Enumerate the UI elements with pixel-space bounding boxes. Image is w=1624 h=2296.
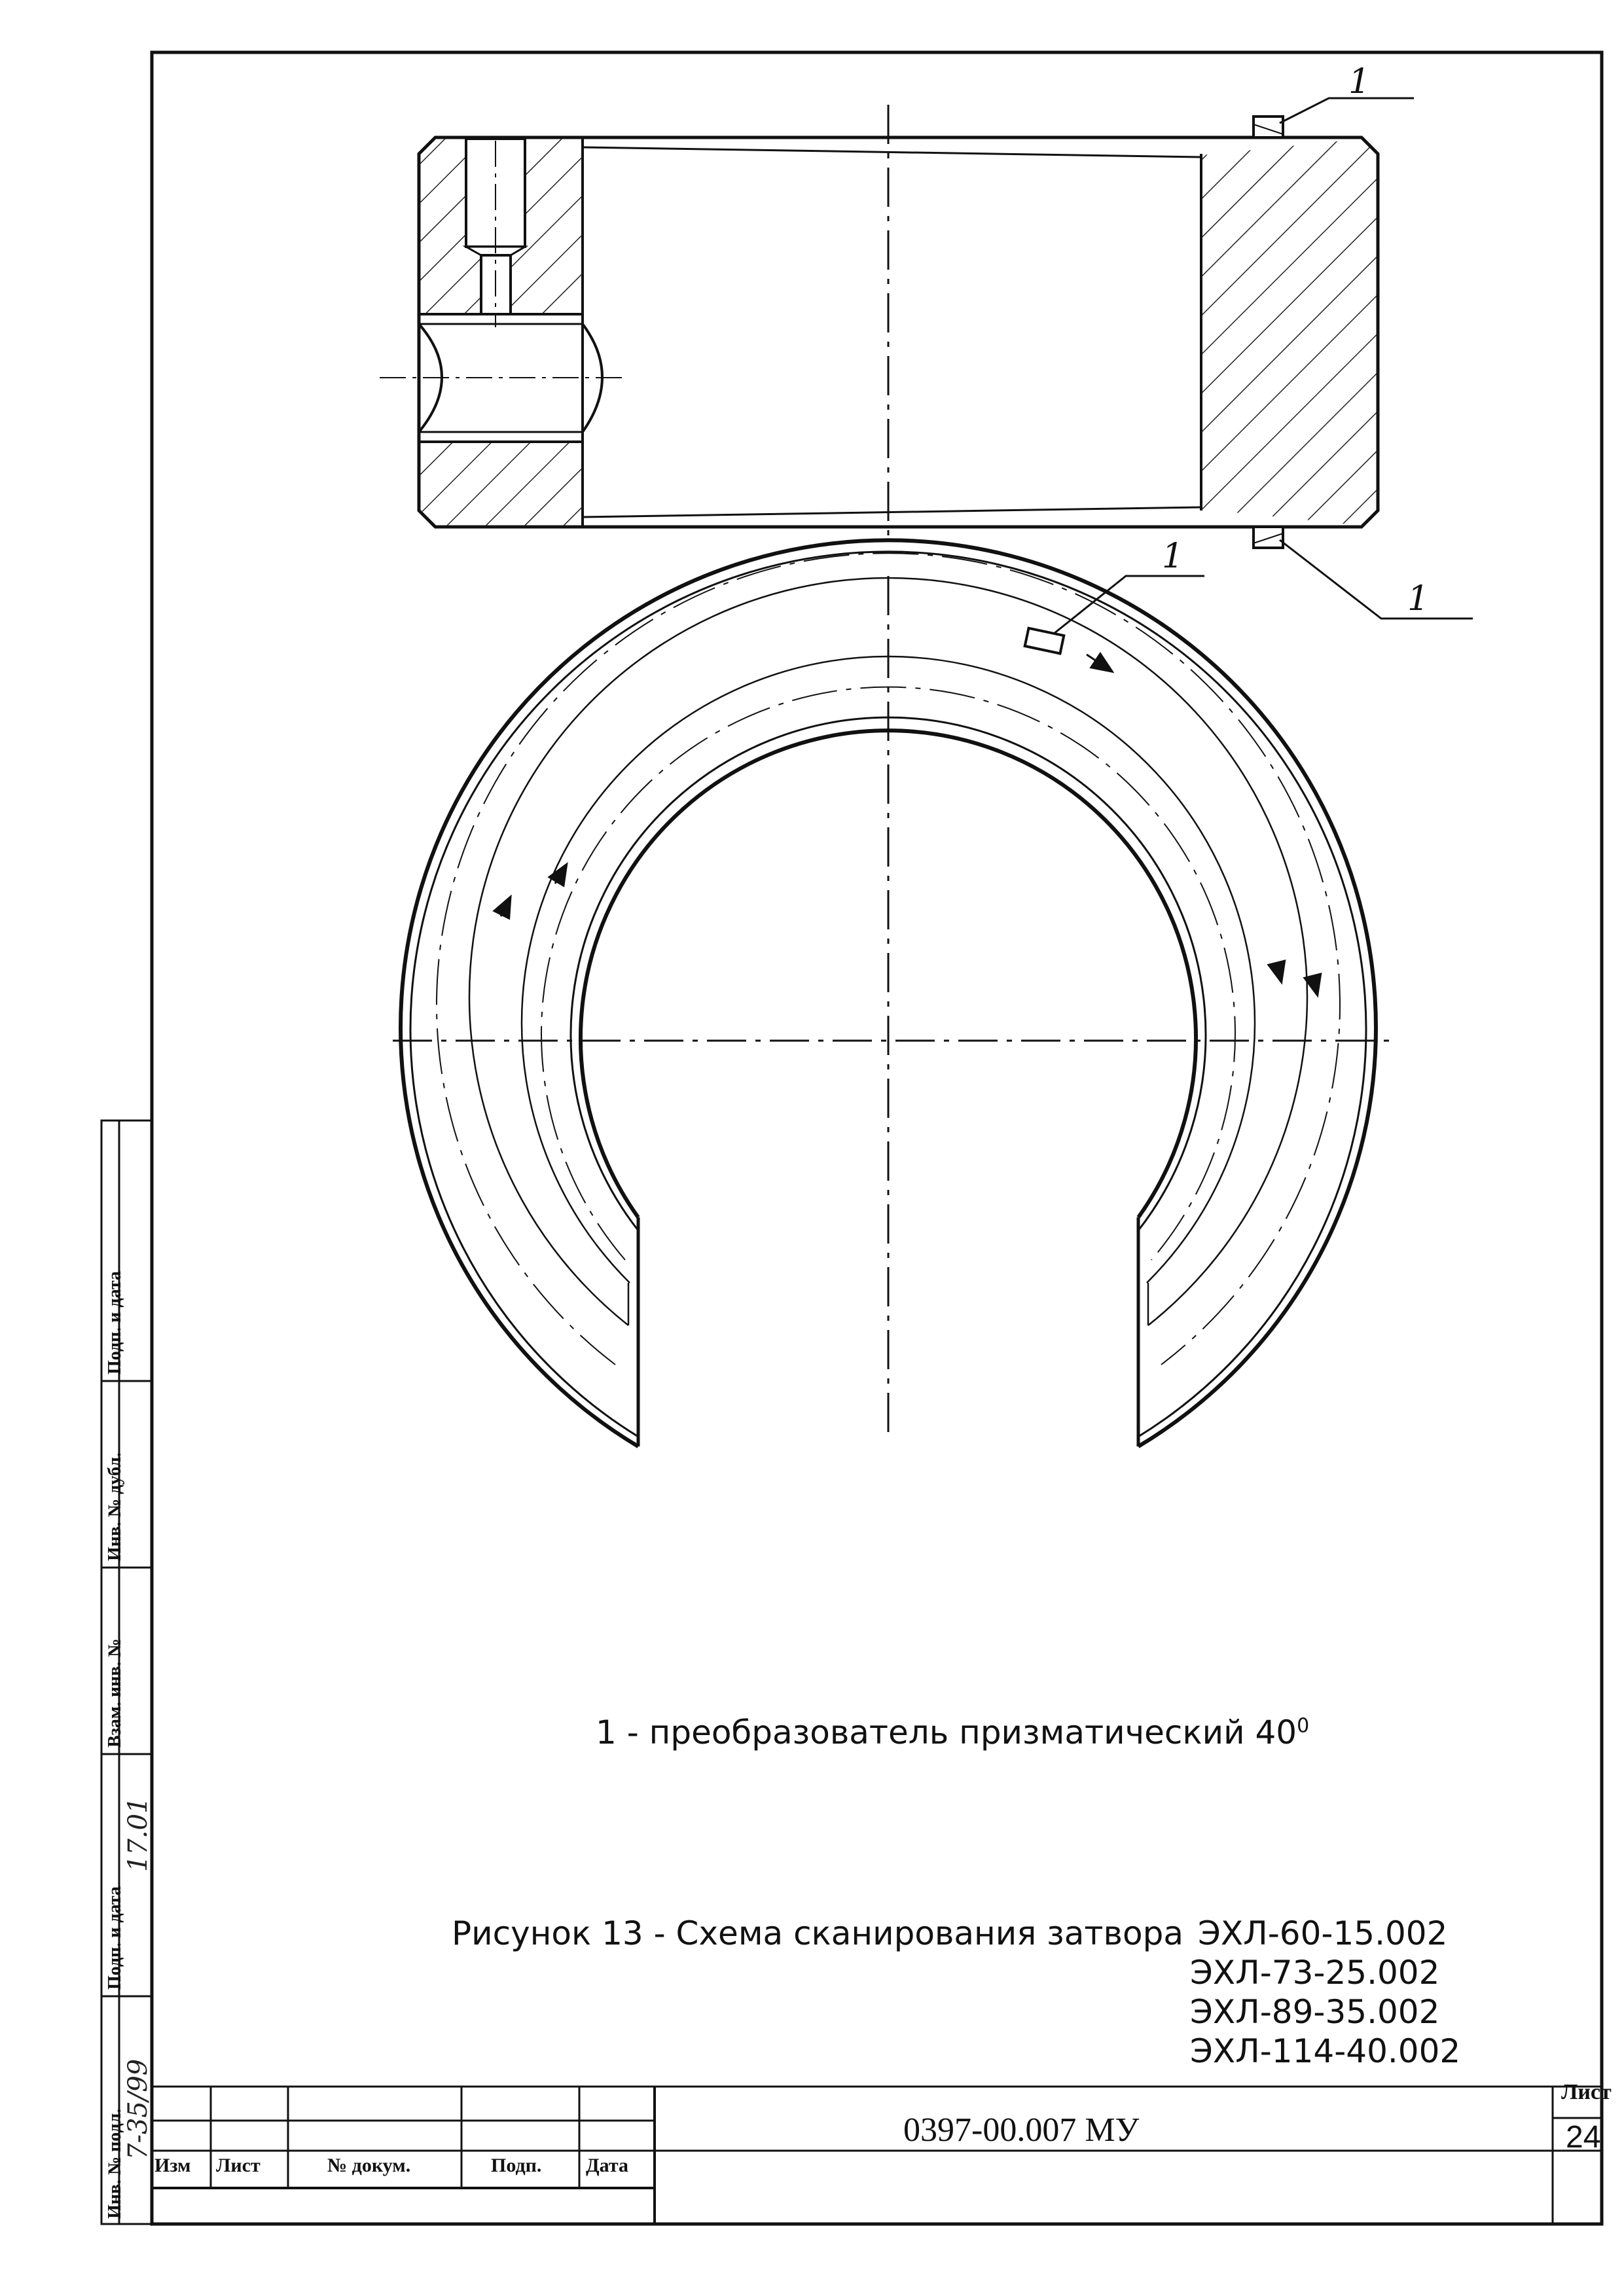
callout-label-top: 1: [1348, 62, 1371, 101]
figure-caption: Рисунок 13 - Схема сканирования затвора: [452, 1914, 1183, 1952]
callout-label-ring: 1: [1162, 537, 1184, 576]
plan-view: [393, 540, 1398, 1446]
document-number: 0397-00.007 МУ: [903, 2111, 1140, 2149]
stamp-vzam-inv: Взам. инв. №: [105, 1638, 125, 1748]
col-header-doc: № докум.: [327, 2155, 411, 2176]
stamp-inv-dubl: Инв. № дубл.: [105, 1452, 125, 1561]
stamp-inv-value: 7-35/99: [123, 2058, 153, 2160]
stamp-inv-podl: Инв. № подл.: [105, 2108, 125, 2219]
callout-label-bottom: 1: [1407, 579, 1430, 619]
sheet-label: Лист: [1561, 2080, 1612, 2104]
sheet-number: 24: [1566, 2120, 1601, 2155]
col-header-izm: Изм: [154, 2155, 191, 2176]
stamp-date-value: 17.01: [123, 1797, 153, 1872]
model-code: ЭХЛ-73-25.002: [1190, 1954, 1440, 1992]
model-code: ЭХЛ-114-40.002: [1190, 2032, 1461, 2070]
model-code: ЭХЛ-60-15.002: [1198, 1914, 1448, 1952]
stamp-podp-data-1: Подп. и дата: [105, 1886, 125, 1990]
legend-body: 1 - преобразователь призматический 40: [596, 1713, 1297, 1751]
legend-degree: 0: [1297, 1714, 1310, 1738]
col-header-sign: Подп.: [491, 2155, 542, 2176]
col-header-date: Дата: [586, 2155, 628, 2176]
legend-text: [596, 1713, 1309, 1751]
drawing-frame: [152, 52, 1602, 2224]
col-header-list: Лист: [216, 2155, 261, 2176]
model-code: ЭХЛ-89-35.002: [1190, 1993, 1440, 2031]
stamp-podp-data-2: Подп. и дата: [105, 1271, 125, 1374]
